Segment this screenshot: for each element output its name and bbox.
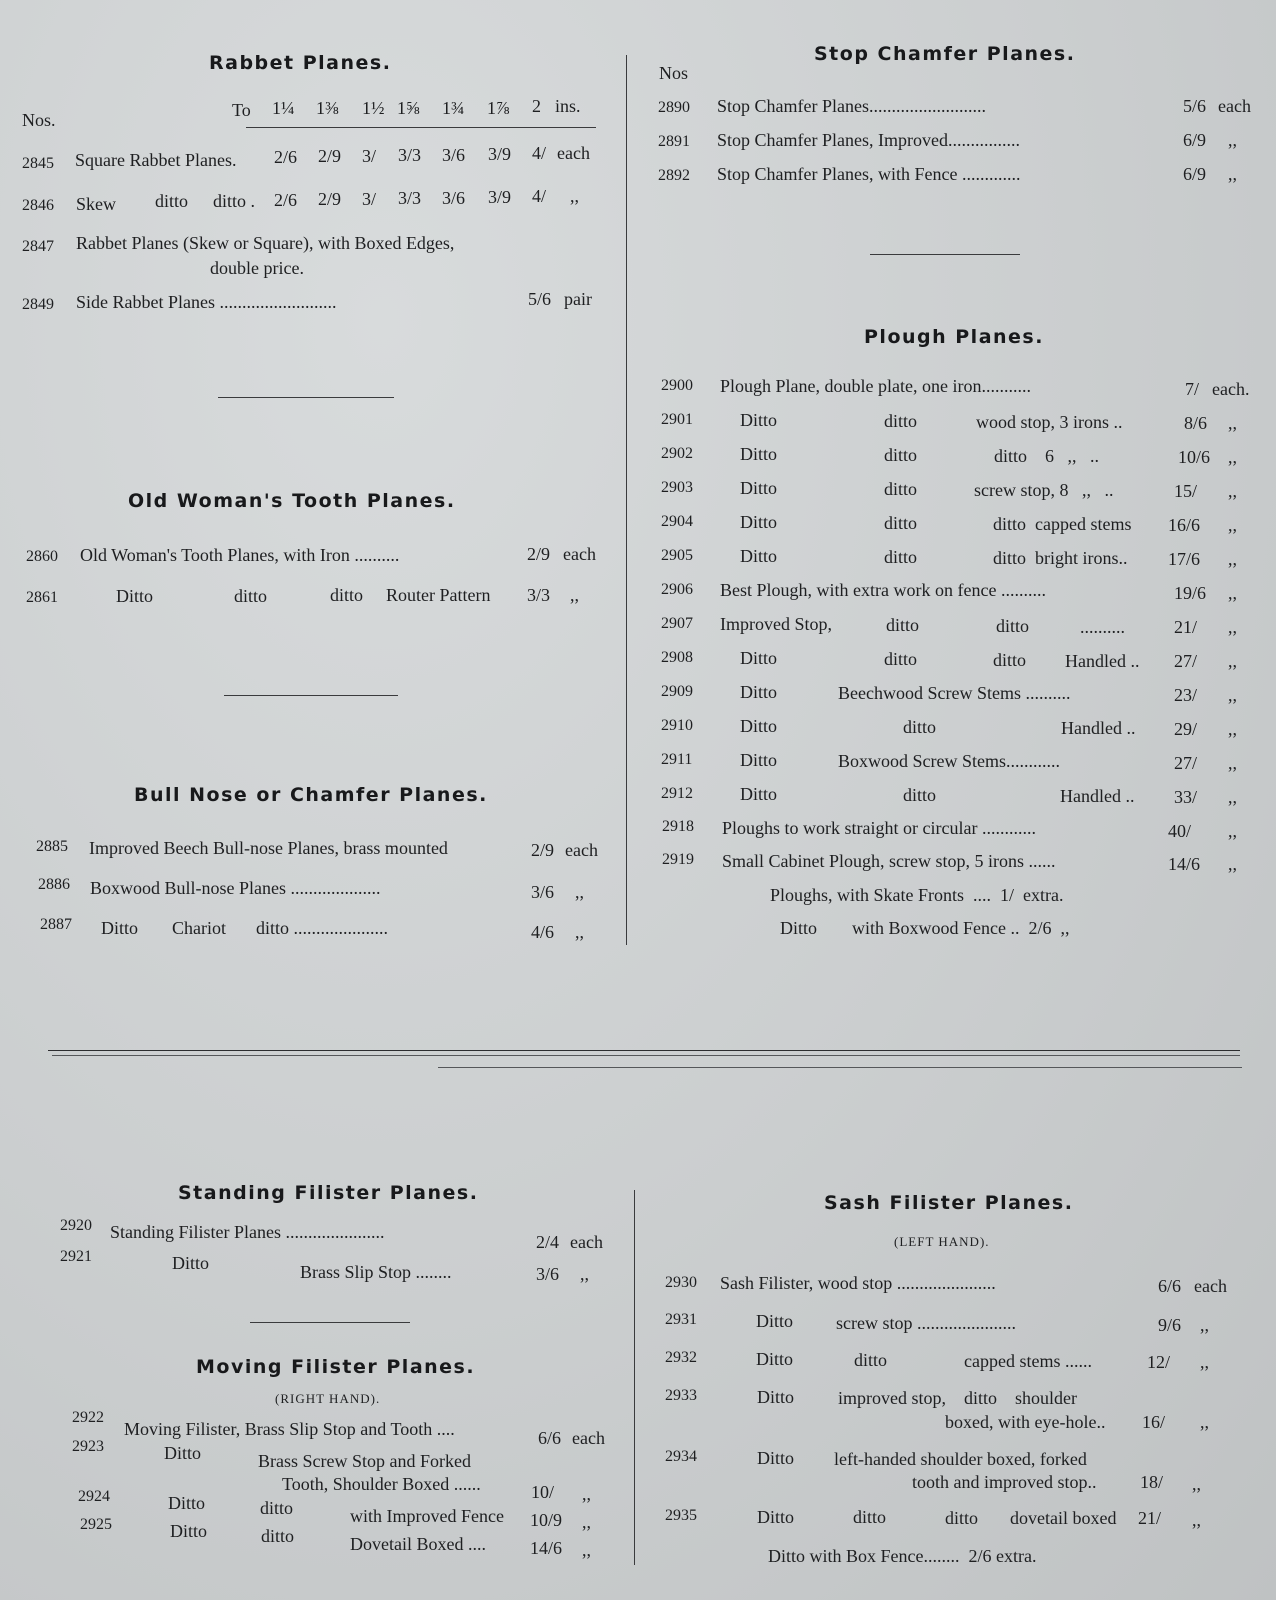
price: 27/ <box>1174 753 1198 773</box>
nos-label: Nos <box>659 63 689 83</box>
size-underline <box>246 127 596 128</box>
item-desc: Chariot <box>172 918 226 938</box>
price: 4/ <box>532 143 547 163</box>
unit: each <box>563 544 596 564</box>
item-number: 2931 <box>665 1311 697 1328</box>
item-number: 2846 <box>22 197 54 214</box>
unit: ,, <box>1228 583 1237 603</box>
item-desc: Plough Plane, double plate, one iron........... <box>720 376 1031 396</box>
unit: each <box>570 1232 603 1252</box>
unit: ,, <box>570 186 579 206</box>
item-desc: ditto <box>996 616 1030 636</box>
unit: ,, <box>582 1512 591 1532</box>
item-desc: Ditto <box>740 750 778 770</box>
item-desc: Ditto <box>757 1448 795 1468</box>
price: 2/6 <box>274 190 298 210</box>
item-desc: Ditto <box>164 1443 202 1463</box>
item-number: 2920 <box>60 1217 92 1234</box>
unit: each <box>565 840 598 860</box>
page-divider <box>48 1050 1240 1051</box>
price: 2/4 <box>536 1232 560 1252</box>
item-desc: ditto <box>886 615 920 635</box>
page-divider <box>52 1055 1240 1056</box>
unit: each <box>1218 96 1251 116</box>
unit: ,, <box>1228 821 1237 841</box>
item-number: 2849 <box>22 296 54 313</box>
item-desc: Handled .. <box>1060 786 1135 806</box>
item-desc: ditto <box>884 513 918 533</box>
item-desc: Ploughs to work straight or circular ............ <box>722 818 1036 838</box>
price: 3/6 <box>531 882 555 902</box>
unit: ,, <box>580 1264 589 1284</box>
unit: each. <box>1212 379 1250 399</box>
unit: ,, <box>1228 481 1237 501</box>
item-desc: Skew <box>76 194 116 214</box>
unit: ,, <box>1200 1315 1209 1335</box>
unit: ,, <box>575 922 584 942</box>
price: 2/9 <box>527 544 551 564</box>
item-desc: Square Rabbet Planes. <box>75 150 237 170</box>
item-desc: ditto <box>884 649 918 669</box>
item-desc: Old Woman's Tooth Planes, with Iron .......... <box>80 545 400 565</box>
column-separator <box>634 1190 635 1565</box>
price: 27/ <box>1174 651 1198 671</box>
item-desc: Standing Filister Planes ...................... <box>110 1222 385 1242</box>
section-divider <box>870 254 1020 255</box>
item-desc: Ditto <box>740 478 778 498</box>
price: 6/6 <box>538 1428 562 1448</box>
item-number: 2845 <box>22 155 54 172</box>
price: 7/ <box>1185 379 1200 399</box>
item-desc: with Improved Fence <box>350 1506 504 1526</box>
item-number: 2921 <box>60 1248 92 1265</box>
moving-filister-heading: Moving Filister Planes. <box>196 1356 476 1378</box>
price: 3/6 <box>442 145 466 165</box>
item-desc: .......... <box>1080 617 1125 637</box>
size-2: 2 <box>532 96 541 116</box>
item-desc: Handled .. <box>1061 718 1136 738</box>
item-desc: ditto <box>903 717 937 737</box>
item-desc: Tooth, Shoulder Boxed ...... <box>282 1474 481 1494</box>
item-desc: tooth and improved stop.. <box>912 1472 1097 1492</box>
price: 19/6 <box>1174 583 1207 603</box>
item-desc: Ditto <box>740 648 778 668</box>
item-number: 2925 <box>80 1516 112 1533</box>
item-desc: Improved Stop, <box>720 614 832 634</box>
unit: each <box>557 143 590 163</box>
page-divider <box>438 1067 1242 1068</box>
item-number: 2934 <box>665 1448 697 1465</box>
item-desc: ditto <box>903 785 937 805</box>
item-desc: Stop Chamfer Planes, Improved................ <box>717 130 1020 150</box>
sash-extra-note: Ditto with Box Fence........ 2/6 extra. <box>768 1546 1037 1566</box>
item-desc: left-handed shoulder boxed, forked <box>834 1449 1087 1469</box>
unit: ,, <box>1228 549 1237 569</box>
item-number: 2886 <box>38 876 70 893</box>
item-desc: Rabbet Planes (Skew or Square), with Boxed Edges, <box>76 233 455 253</box>
price: 10/9 <box>530 1510 563 1530</box>
unit: each <box>572 1428 605 1448</box>
price: 14/6 <box>1168 854 1201 874</box>
price: 12/ <box>1147 1352 1171 1372</box>
item-desc: Ditto <box>757 1507 795 1527</box>
size-1-7-8: 1⅞ <box>487 98 510 118</box>
price: 3/3 <box>398 188 422 208</box>
size-to: To <box>232 100 251 120</box>
size-1-3-8: 1⅜ <box>316 98 339 118</box>
item-desc: Ditto <box>740 410 778 430</box>
item-desc: double price. <box>210 258 304 278</box>
section-divider <box>250 1322 410 1323</box>
price: 4/ <box>532 186 547 206</box>
item-desc: ditto bright irons.. <box>993 548 1128 568</box>
moving-subheading: (RIGHT HAND). <box>275 1391 381 1406</box>
item-number: 2935 <box>665 1507 697 1524</box>
unit: ,, <box>1228 413 1237 433</box>
item-number: 2902 <box>661 445 693 462</box>
price: 3/6 <box>442 188 466 208</box>
unit: ,, <box>1192 1474 1201 1494</box>
price: 16/ <box>1142 1412 1166 1432</box>
item-desc: Ditto <box>116 586 154 606</box>
item-desc: Router Pattern <box>386 585 491 605</box>
item-desc: ditto <box>884 547 918 567</box>
unit: ,, <box>1228 447 1237 467</box>
price: 3/ <box>362 189 377 209</box>
price: 29/ <box>1174 719 1198 739</box>
price: 21/ <box>1174 617 1198 637</box>
item-desc: Stop Chamfer Planes, with Fence ............. <box>717 164 1021 184</box>
price: 3/9 <box>488 144 512 164</box>
price: 15/ <box>1174 481 1198 501</box>
price: 3/9 <box>488 187 512 207</box>
item-number: 2910 <box>661 717 693 734</box>
unit: ,, <box>1192 1510 1201 1530</box>
item-desc: Ditto <box>740 512 778 532</box>
item-desc: ditto 6 ,, .. <box>994 446 1100 466</box>
nos-label: Nos. <box>22 110 56 130</box>
item-number: 2923 <box>72 1438 104 1455</box>
price: 9/6 <box>1158 1315 1182 1335</box>
item-number: 2918 <box>662 818 694 835</box>
item-number: 2901 <box>661 411 693 428</box>
item-desc: Best Plough, with extra work on fence .......... <box>720 580 1046 600</box>
item-desc: screw stop ...................... <box>836 1313 1016 1333</box>
item-desc: Ditto <box>740 444 778 464</box>
item-desc: wood stop, 3 irons .. <box>976 412 1123 432</box>
item-desc: Small Cabinet Plough, screw stop, 5 irons ...... <box>722 851 1056 871</box>
item-desc: ditto . <box>213 191 256 211</box>
unit: ,, <box>1228 164 1237 184</box>
price: 3/6 <box>536 1264 560 1284</box>
unit: ,, <box>1228 719 1237 739</box>
item-number: 2924 <box>78 1488 110 1505</box>
price: 14/6 <box>530 1538 563 1558</box>
unit: ,, <box>1200 1352 1209 1372</box>
item-desc: Ditto <box>168 1493 206 1513</box>
item-number: 2861 <box>26 589 58 606</box>
item-number: 2932 <box>665 1349 697 1366</box>
item-number: 2890 <box>658 99 690 116</box>
price: 16/6 <box>1168 515 1201 535</box>
item-desc: Ditto <box>170 1521 208 1541</box>
old-woman-heading: Old Woman's Tooth Planes. <box>128 490 456 512</box>
unit: each <box>1194 1276 1227 1296</box>
price: 23/ <box>1174 685 1198 705</box>
item-number: 2860 <box>26 548 58 565</box>
rabbet-heading: Rabbet Planes. <box>209 52 392 74</box>
sash-subheading: (LEFT HAND). <box>894 1234 990 1249</box>
item-number: 2903 <box>661 479 693 496</box>
item-desc: ditto <box>993 650 1027 670</box>
item-number: 2887 <box>40 916 72 933</box>
item-desc: Brass Screw Stop and Forked <box>258 1451 471 1471</box>
price: 2/9 <box>531 840 555 860</box>
price: 4/6 <box>531 922 555 942</box>
price: 2/6 <box>274 147 298 167</box>
item-number: 2892 <box>658 167 690 184</box>
item-desc: Dovetail Boxed .... <box>350 1534 486 1554</box>
price: 40/ <box>1168 821 1192 841</box>
price: 33/ <box>1174 787 1198 807</box>
plough-heading: Plough Planes. <box>864 326 1044 348</box>
item-desc: Stop Chamfer Planes.......................... <box>717 96 986 116</box>
item-desc: Ditto <box>740 682 778 702</box>
item-number: 2919 <box>662 851 694 868</box>
item-desc: ditto <box>884 411 918 431</box>
item-desc: Side Rabbet Planes .......................... <box>76 292 337 312</box>
unit: ,, <box>575 882 584 902</box>
item-desc: ditto <box>330 585 364 605</box>
item-desc: Brass Slip Stop ........ <box>300 1262 452 1282</box>
item-desc: boxed, with eye-hole.. <box>945 1412 1106 1432</box>
item-number: 2911 <box>661 751 693 768</box>
item-desc: improved stop, ditto shoulder <box>838 1388 1077 1408</box>
price: 3/3 <box>527 585 551 605</box>
price: 10/ <box>531 1482 555 1502</box>
unit: ,, <box>1228 651 1237 671</box>
item-desc: Boxwood Bull-nose Planes .................... <box>90 878 381 898</box>
size-1-1-2: 1½ <box>362 98 385 118</box>
item-desc: ditto <box>155 191 189 211</box>
unit: ,, <box>1228 685 1237 705</box>
item-number: 2904 <box>661 513 693 530</box>
item-desc: ditto capped stems <box>993 514 1132 534</box>
item-number: 2907 <box>661 615 693 632</box>
unit: ,, <box>1228 787 1237 807</box>
price: 21/ <box>1138 1508 1162 1528</box>
price: 5/6 <box>528 289 552 309</box>
item-number: 2847 <box>22 238 54 255</box>
unit: ,, <box>582 1540 591 1560</box>
item-number: 2933 <box>665 1387 697 1404</box>
item-number: 2900 <box>661 377 693 394</box>
item-desc: Handled .. <box>1065 651 1140 671</box>
column-separator <box>626 55 627 945</box>
item-desc: capped stems ...... <box>964 1351 1092 1371</box>
size-ins: ins. <box>555 96 581 116</box>
standing-filister-heading: Standing Filister Planes. <box>178 1182 479 1204</box>
item-desc: ditto ..................... <box>256 918 389 938</box>
item-desc: ditto <box>884 445 918 465</box>
unit: ,, <box>1228 854 1237 874</box>
size-1-5-8: 1⅝ <box>397 98 420 118</box>
size-1-1-4: 1¼ <box>272 98 295 118</box>
unit: ,, <box>1200 1412 1209 1432</box>
item-desc: ditto <box>945 1508 979 1528</box>
price: 6/9 <box>1183 130 1207 150</box>
item-number: 2905 <box>661 547 693 564</box>
item-desc: Sash Filister, wood stop ...................... <box>720 1273 996 1293</box>
price: 17/6 <box>1168 549 1201 569</box>
unit: ,, <box>570 585 579 605</box>
price: 10/6 <box>1178 447 1211 467</box>
price: 6/6 <box>1158 1276 1182 1296</box>
size-1-3-4: 1¾ <box>442 98 465 118</box>
item-desc: screw stop, 8 ,, .. <box>974 480 1114 500</box>
item-desc: Beechwood Screw Stems .......... <box>838 683 1071 703</box>
item-desc: Ditto <box>757 1387 795 1407</box>
bull-nose-heading: Bull Nose or Chamfer Planes. <box>134 784 488 806</box>
item-desc: Moving Filister, Brass Slip Stop and Tooth .... <box>124 1419 455 1439</box>
item-number: 2906 <box>661 581 693 598</box>
plough-extra-note: Ditto <box>780 918 818 938</box>
item-desc: ditto <box>853 1507 887 1527</box>
item-number: 2908 <box>661 649 693 666</box>
item-desc: Improved Beech Bull-nose Planes, brass mounted <box>89 838 448 858</box>
item-desc: ditto <box>234 586 268 606</box>
item-desc: ditto <box>261 1526 295 1546</box>
price: 2/9 <box>318 146 342 166</box>
unit: ,, <box>1228 617 1237 637</box>
item-desc: Ditto <box>172 1253 210 1273</box>
item-desc: ditto <box>854 1350 888 1370</box>
sash-filister-heading: Sash Filister Planes. <box>824 1192 1074 1214</box>
unit: pair <box>564 289 592 309</box>
price: 18/ <box>1140 1472 1164 1492</box>
item-desc: Ditto <box>740 784 778 804</box>
item-desc: Ditto <box>740 546 778 566</box>
item-desc: ditto <box>884 479 918 499</box>
item-desc: Ditto <box>101 918 139 938</box>
item-number: 2909 <box>661 683 693 700</box>
unit: ,, <box>582 1484 591 1504</box>
price: 8/6 <box>1184 413 1208 433</box>
unit: ,, <box>1228 515 1237 535</box>
section-divider <box>224 695 398 696</box>
item-number: 2930 <box>665 1274 697 1291</box>
item-number: 2891 <box>658 133 690 150</box>
item-number: 2912 <box>661 785 693 802</box>
item-desc: Ditto <box>756 1349 794 1369</box>
item-desc: dovetail boxed <box>1010 1508 1117 1528</box>
section-divider <box>218 397 394 398</box>
price: 3/ <box>362 146 377 166</box>
price: 6/9 <box>1183 164 1207 184</box>
item-desc: ditto <box>260 1498 294 1518</box>
item-desc: Boxwood Screw Stems............ <box>838 751 1060 771</box>
unit: ,, <box>1228 130 1237 150</box>
price: 2/9 <box>318 189 342 209</box>
price: 3/3 <box>398 145 422 165</box>
stop-chamfer-heading: Stop Chamfer Planes. <box>814 43 1076 65</box>
unit: ,, <box>1228 753 1237 773</box>
item-desc: Ditto <box>740 716 778 736</box>
item-number: 2922 <box>72 1409 104 1426</box>
price: 5/6 <box>1183 96 1207 116</box>
item-desc: Ditto <box>756 1311 794 1331</box>
item-number: 2885 <box>36 838 68 855</box>
plough-extra-note: with Boxwood Fence .. 2/6 ,, <box>852 918 1070 938</box>
plough-extra-note: Ploughs, with Skate Fronts .... 1/ extra. <box>770 885 1064 905</box>
